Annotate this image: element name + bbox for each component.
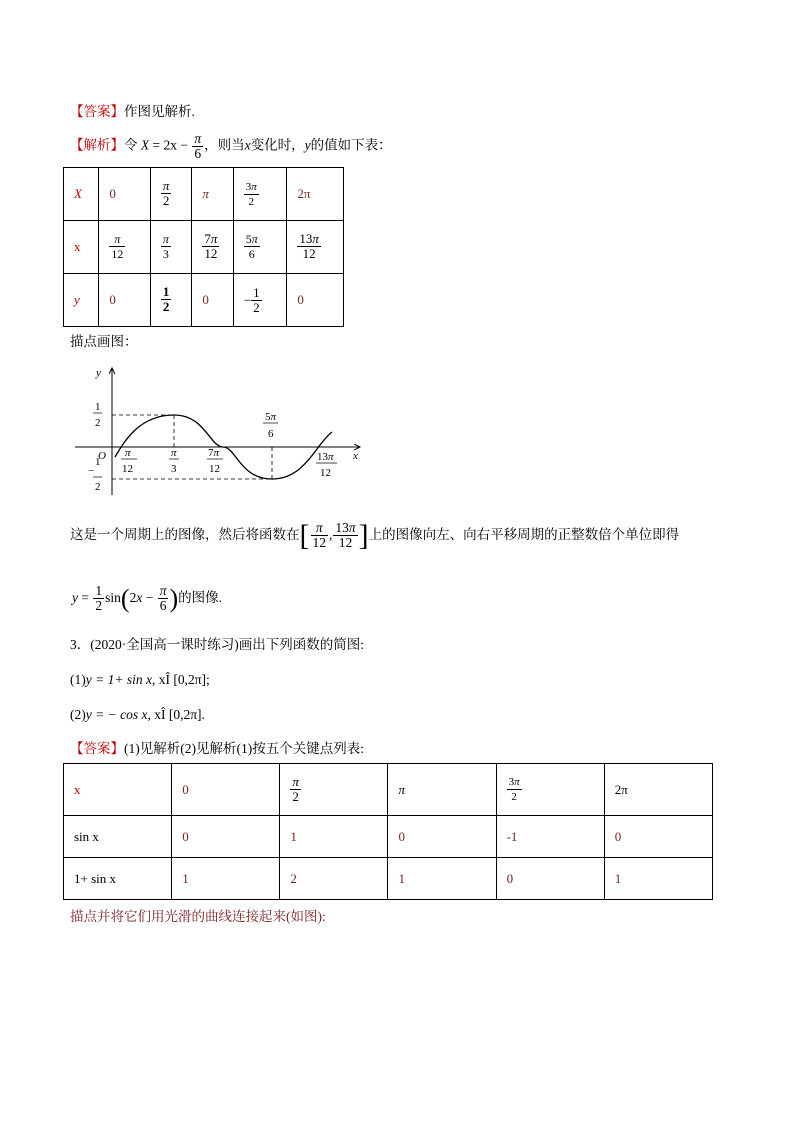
svg-text:π: π <box>171 447 177 459</box>
y-axis-label: y <box>96 367 101 379</box>
table-cell: $\frac{7\pi}{12}$ <box>192 221 233 274</box>
table-cell: $\frac{5\pi}{6}$ <box>233 221 287 274</box>
table-cell: x <box>64 221 99 274</box>
x-tick-labels <box>121 411 337 479</box>
svg-text:π: π <box>125 447 131 459</box>
table-cell: 0 <box>287 274 344 327</box>
svg-text:3: 3 <box>171 463 177 475</box>
table-cell: $\frac{13\pi}{12}$ <box>287 221 344 274</box>
answer-text-2: (1)见解析(2)见解析(1)按五个关键点列表: <box>124 741 364 756</box>
analysis-text-post: 的值如下表： <box>310 137 392 153</box>
fraction-pi-6: $\frac{\pi}{6}$ <box>194 131 202 161</box>
table-cell: $\frac{\pi}{2}$ <box>280 764 388 816</box>
analysis-text-pre: 令 <box>124 137 138 153</box>
result-text-post: 的图像. <box>178 590 222 605</box>
part-2-function: y = − cos x <box>85 707 148 722</box>
table-cell: π <box>192 168 233 221</box>
part-2-label: (2) <box>70 707 86 722</box>
table-cell: $\frac{1}{2}$ <box>150 274 191 327</box>
table-cell: 0 <box>192 274 233 327</box>
table-cell: 0 <box>99 168 151 221</box>
part-2-domain: , xÎ [0,2π]. <box>147 707 205 722</box>
svg-text:12: 12 <box>122 463 133 475</box>
closing-text: 描点并将它们用光滑的曲线连接起来(如图): <box>70 909 326 924</box>
table-cell: 0 <box>172 816 280 858</box>
table-cell: sin x <box>64 816 172 858</box>
answer-text: 作图见解析. <box>124 104 195 119</box>
value-table-2 <box>63 763 713 900</box>
table-cell: 2π <box>287 168 344 221</box>
result-function-line: y = $\frac{1}{2}$ sin(2x − $\frac{\pi}{6}$ )的图像. <box>72 583 222 614</box>
analysis-tag: 【解析】 <box>70 137 124 153</box>
equation: = 2x − <box>152 137 188 153</box>
svg-text:−: − <box>88 465 95 477</box>
table-cell: π <box>388 764 496 816</box>
table-cell: 2 <box>280 858 388 900</box>
analysis-text-mid1: ，则当 <box>204 137 245 153</box>
answer-tag-2: 【答案】 <box>70 741 124 756</box>
part-1-domain: , xÎ [0,2π]; <box>151 672 210 687</box>
sine-graph <box>70 360 370 500</box>
question-3-title: 3．(2020·全国高一课时练习)画出下列函数的简图: <box>70 637 364 652</box>
table-cell: 0 <box>496 858 604 900</box>
table-cell: 1 <box>280 816 388 858</box>
svg-text:5π: 5π <box>265 411 277 423</box>
svg-text:2: 2 <box>95 481 101 493</box>
table-row <box>64 168 344 221</box>
table-row <box>64 858 713 900</box>
table-cell: -1 <box>496 816 604 858</box>
var-X: X <box>140 137 150 153</box>
table-cell: 0 <box>99 274 151 327</box>
table-row <box>64 274 344 327</box>
svg-text:12: 12 <box>209 463 220 475</box>
analysis-text-mid2: 变化时， <box>250 137 305 153</box>
table-cell: $\frac{3\pi}{2}$ <box>233 168 287 221</box>
period-paragraph: 这是一个周期上的图像，然后将函数在[ $\frac{\pi}{12}$ , $\frac{13\pi}{12}$ ]上的图像向左、向右平移周期的正整数倍个单位即得 <box>70 518 680 552</box>
var-y: y <box>304 137 311 153</box>
svg-text:7π: 7π <box>208 447 220 459</box>
table-cell: $\frac{\pi}{2}$ <box>150 168 191 221</box>
plot-label: 描点画图： <box>70 334 138 349</box>
part-1-function: y = 1+ sin x <box>85 672 152 687</box>
question-3-part-1 <box>70 671 210 689</box>
table-cell: $\frac{3\pi}{2}$ <box>496 764 604 816</box>
table-cell: 0 <box>604 816 712 858</box>
table-row <box>64 816 713 858</box>
table-cell: 1+ sin x <box>64 858 172 900</box>
svg-text:1: 1 <box>95 456 101 468</box>
para-text-post: 上的图像向左、向右平移周期的正整数倍个单位即得 <box>368 527 680 542</box>
part-1-label: (1) <box>70 672 86 687</box>
question-3-part-2 <box>70 706 205 724</box>
var-x: x <box>244 137 251 153</box>
x-axis-label: x <box>353 450 358 462</box>
table-row <box>64 221 344 274</box>
table-cell: $\frac{\pi}{3}$ <box>150 221 191 274</box>
svg-text:6: 6 <box>268 428 274 440</box>
answer-line-1 <box>70 103 195 121</box>
table-cell: y <box>64 274 99 327</box>
table-cell: $\frac{\pi}{12}$ <box>99 221 151 274</box>
table-cell: 0 <box>172 764 280 816</box>
value-table-1 <box>63 167 344 327</box>
table-cell: 1 <box>604 858 712 900</box>
analysis-line-1 <box>70 132 392 161</box>
svg-text:12: 12 <box>320 467 331 479</box>
table-cell: 2π <box>604 764 712 816</box>
svg-text:1: 1 <box>95 401 101 413</box>
table-cell: 1 <box>172 858 280 900</box>
table-cell: X <box>64 168 99 221</box>
answer-line-2 <box>70 740 364 758</box>
table-cell: x <box>64 764 172 816</box>
table-cell: 0 <box>388 816 496 858</box>
para-text-pre: 这是一个周期上的图像，然后将函数在 <box>70 527 300 542</box>
origin-label: O <box>98 450 106 462</box>
svg-text:13π: 13π <box>317 451 334 463</box>
answer-tag: 【答案】 <box>70 104 124 119</box>
table-row <box>64 764 713 816</box>
table-cell: 1 <box>388 858 496 900</box>
svg-text:2: 2 <box>95 417 101 429</box>
table-cell: − $\frac{1}{2}$ <box>233 274 287 327</box>
